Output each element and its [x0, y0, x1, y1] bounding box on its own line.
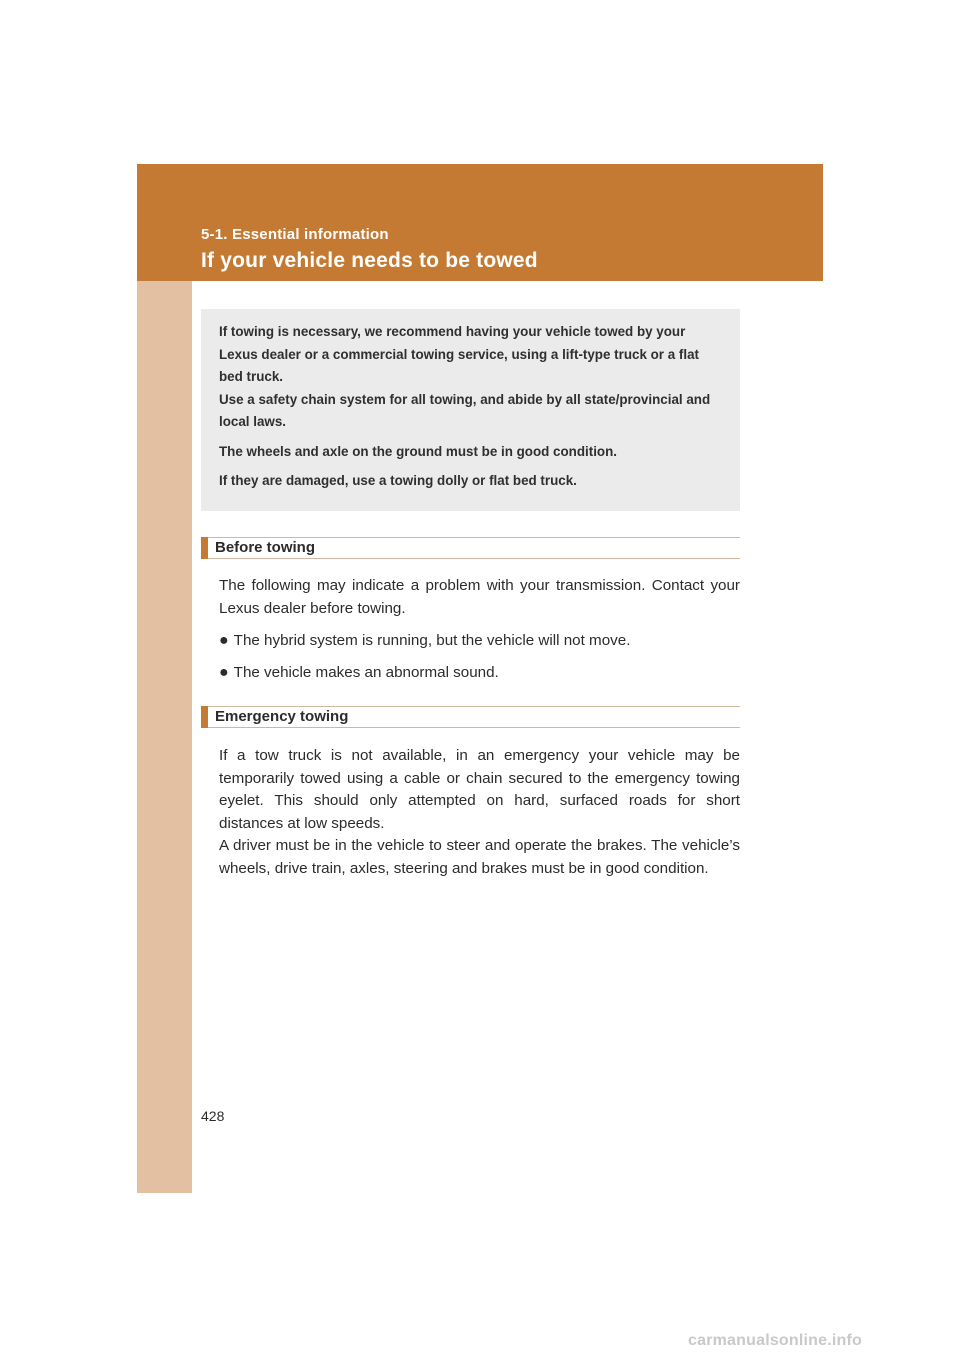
emergency-towing-paragraph-2: A driver must be in the vehicle to steer and operate the brakes. The vehicle’s wheels, drive train, axles, steering and brakes must be in good condition.	[219, 837, 740, 877]
side-band	[137, 281, 192, 1193]
heading-accent-bar	[201, 537, 208, 559]
intro-paragraph-3: The wheels and axle on the ground must be in good condition.	[219, 443, 618, 459]
list-item-text: The hybrid system is running, but the vehicle will not move.	[233, 632, 631, 649]
section-label: 5-1. Essential information	[201, 226, 389, 243]
list-item	[219, 664, 499, 682]
bullet-icon: ●	[219, 664, 229, 681]
intro-paragraph-4: If they are damaged, use a towing dolly or flat bed truck.	[219, 473, 577, 488]
list-item-text: The vehicle makes an abnormal sound.	[233, 664, 499, 681]
watermark: carmanualsonline.info	[688, 1332, 863, 1349]
emergency-towing-heading	[201, 706, 740, 728]
bullet-icon: ●	[219, 632, 229, 649]
intro-paragraph-2: Use a safety chain system for all towing, and abide by all state/provincial and local laws.	[219, 391, 711, 429]
intro-box	[201, 309, 740, 511]
page-title: If your vehicle needs to be towed	[201, 249, 538, 272]
intro-paragraph-1: If towing is necessary, we recommend having your vehicle towed by your Lexus dealer or a commercial towing service, using a lift-type truck or a flat bed truck.	[219, 324, 699, 384]
heading-accent-bar	[201, 706, 208, 728]
before-towing-text	[219, 575, 740, 620]
before-towing-heading	[201, 537, 740, 559]
before-towing-paragraph: The following may indicate a problem with your transmission. Contact your Lexus dealer before towing.	[219, 577, 740, 617]
before-towing-heading-text: Before towing	[215, 539, 315, 556]
page-number: 428	[201, 1108, 225, 1124]
emergency-towing-paragraph-1: If a tow truck is not available, in an emergency your vehicle may be temporarily towed using a cable or chain secured to the emergency towing eyelet. This should only attempted on hard, surfaced roads for short distances at low speeds.	[219, 747, 740, 832]
list-item	[219, 632, 630, 650]
emergency-towing-heading-text: Emergency towing	[215, 708, 349, 725]
emergency-towing-text	[219, 745, 740, 881]
